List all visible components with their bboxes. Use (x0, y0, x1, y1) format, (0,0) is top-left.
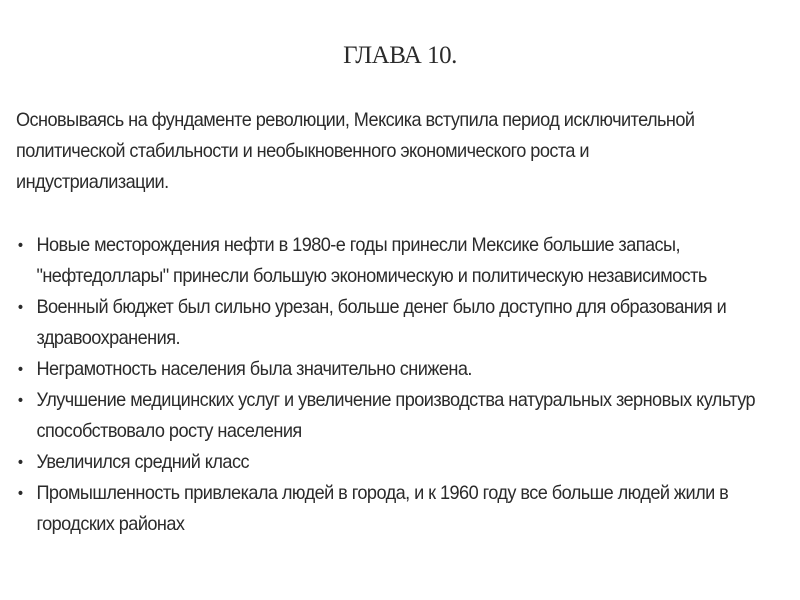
bullet-icon: • (17, 237, 23, 254)
bullet-icon: • (17, 454, 23, 471)
bullet-icon: • (17, 361, 23, 378)
slide-title: ГЛАВА 10. (343, 42, 457, 69)
bullet-item (16, 292, 765, 354)
bullet-text: Промышленность привлекала людей в города, и к 1960 году все больше людей жили в городских районах (36, 482, 729, 535)
intro-paragraph: Основываясь на фундаменте революции, Мексика вступила период исключительной политической стабильности и необыкновенного экономического роста и индустриализации. (16, 109, 695, 193)
bullet-text: Увеличился средний класс (36, 451, 249, 473)
bullet-text: Военный бюджет был сильно урезан, больше денег было доступно для образования и здравоохранения. (36, 296, 727, 349)
bullet-icon: • (17, 392, 23, 409)
bullet-icon: • (17, 299, 23, 316)
bullet-item (16, 385, 765, 447)
bullet-list (16, 230, 765, 540)
bullet-icon: • (17, 485, 23, 502)
bullet-text: Улучшение медицинских услуг и увеличение производства натуральных зерновых культур способствовало росту населения (36, 389, 756, 442)
bullet-item (16, 354, 765, 385)
bullet-item (16, 447, 765, 478)
bullet-text: Неграмотность населения была значительно снижена. (36, 358, 472, 380)
bullet-item (16, 230, 765, 292)
bullet-item (16, 478, 765, 540)
bullet-text: Новые месторождения нефти в 1980-е годы принесли Мексике большие запасы, "нефтедоллары" принесли большую экономическую и политическую независимость (36, 234, 707, 287)
